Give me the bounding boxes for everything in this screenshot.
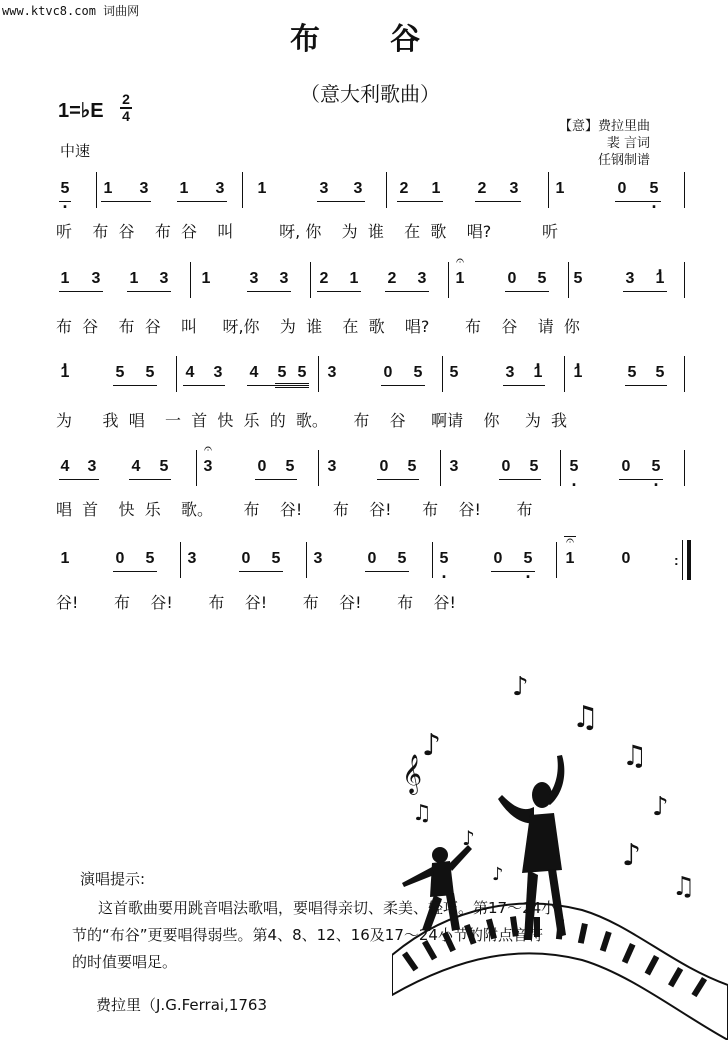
song-subtitle: （意大利歌曲）: [300, 82, 440, 106]
tips-title: 演唱提示:: [80, 870, 146, 888]
svg-text:♪: ♪: [512, 672, 529, 702]
lyrics-line-2: 布 谷 布 谷 叫 呀,你 为 谁 在 歌 唱? 布 谷 请 你: [56, 317, 580, 336]
svg-text:♪: ♪: [462, 826, 475, 850]
notation-line-3: . 1 5 5 4 3 4 5 5 3 0 5 5 3 . 1 . 1 5 5: [56, 356, 690, 392]
lyrics-line-3: 为 我 唱 一 首 快 乐 的 歌。 布 谷 啊请 你 为 我: [56, 411, 568, 430]
notation-line-2: 1 3 1 3 1 3 3 2 1 2 3 𝄐 1 0 5 5 3 . 1: [56, 262, 690, 298]
svg-text:♪: ♪: [622, 838, 642, 873]
title-char: 布: [290, 22, 320, 57]
credits: [540, 118, 650, 169]
tips-line: 的时值要唱足。: [72, 953, 178, 971]
song-title: [290, 14, 420, 58]
decorative-illustration: [392, 655, 728, 1040]
time-signature: [120, 93, 132, 123]
svg-text:♫: ♫: [672, 872, 696, 902]
site-watermark: www.ktvc8.com 词曲网: [2, 4, 140, 18]
notation-line-5: 1 0 5 3 0 5 3 0 5 5 . 0 5 . 𝄐 1 0 :: [56, 542, 690, 578]
time-sig-top: 2: [122, 91, 130, 107]
lyrics-line-1: 听 布 谷 布 谷 叫 呀, 你 为 谁 在 歌 唱? 听: [56, 222, 559, 241]
lyrics-line-4: 唱 首 快 乐 歌。 布 谷! 布 谷! 布 谷! 布: [56, 500, 533, 519]
tips-body: [72, 895, 642, 976]
tips-line: 这首歌曲要用跳音唱法歌唱，要唱得亲切、柔美、轻巧。第17～24小: [98, 899, 557, 917]
arranger-credit: 任钢制谱: [597, 153, 650, 168]
notation-line-4: 4 3 4 5 𝄐 3 0 5 3 0 5 3 0 5 5 . 0 5 .: [56, 450, 690, 486]
key-signature: 1=♭E: [58, 100, 104, 122]
svg-text:♪: ♪: [492, 864, 504, 885]
svg-text:♪: ♪: [422, 728, 442, 763]
title-char: 谷: [390, 22, 420, 57]
svg-text:♪: ♪: [652, 792, 669, 822]
composer-note: 费拉里（J.G.Ferrai,1763: [96, 996, 267, 1014]
lyricist-credit: 裴 言词: [606, 136, 650, 151]
tips-line: 节的“布谷”更要唱得弱些。第4、8、12、16及17～24小节的附点音符: [72, 926, 543, 944]
svg-text:♫: ♫: [412, 801, 432, 826]
time-sig-bottom: 4: [122, 108, 130, 124]
tempo-marking: 中速: [60, 142, 91, 160]
lyrics-line-5: 谷! 布 谷! 布 谷! 布 谷! 布 谷!: [56, 593, 456, 612]
svg-text:♫: ♫: [572, 700, 599, 735]
notation-line-1: 5 . 1 3 1 3 1 3 3 2 1 2 3 1 0 5 .: [56, 172, 690, 208]
svg-text:♫: ♫: [622, 739, 648, 772]
svg-text:𝄞: 𝄞: [402, 754, 423, 794]
composer-credit: 【意】费拉里曲: [558, 119, 650, 134]
